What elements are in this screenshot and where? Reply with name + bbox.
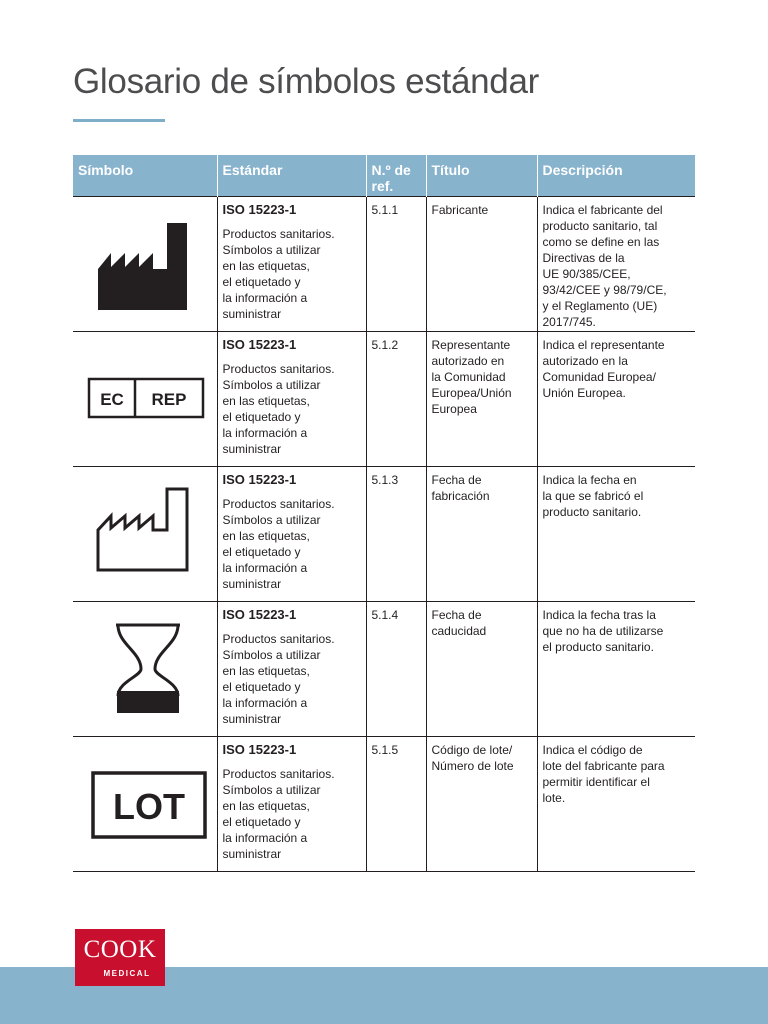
ref-cell: 5.1.5	[366, 736, 426, 871]
header-title: Título	[426, 155, 537, 196]
header-standard: Estándar	[217, 155, 366, 196]
table-row	[73, 331, 695, 466]
symbol-cell	[73, 736, 217, 871]
description-cell	[537, 466, 695, 601]
ref-cell: 5.1.3	[366, 466, 426, 601]
standard-description: Productos sanitarios. Símbolos a utilizar en las etiquetas, el etiquetado y la información a suministrar	[222, 766, 335, 861]
row-description: Indica el fabricante del producto sanitario, tal como se define en las Directivas de la UE 90/385/CEE, 93/42/CEE y 98/79/CE, y el Reglamento (UE) 2017/745.	[542, 202, 667, 329]
standard-description: Productos sanitarios. Símbolos a utilizar en las etiquetas, el etiquetado y la información a suministrar	[222, 361, 335, 456]
title-underline	[73, 119, 165, 122]
ec-label: EC	[100, 389, 124, 409]
standard-cell	[217, 466, 366, 601]
symbols-table	[73, 155, 695, 872]
standard-code: ISO 15223-1	[222, 336, 297, 352]
rep-label: REP	[151, 389, 187, 409]
symbol-cell	[73, 331, 217, 466]
description-cell	[537, 601, 695, 736]
row-title: Fecha de fabricación	[431, 472, 490, 503]
ref-cell: 5.1.1	[366, 196, 426, 331]
standard-cell	[217, 601, 366, 736]
logo-sub-text: MEDICAL	[103, 969, 151, 978]
standard-cell	[217, 736, 366, 871]
page-title: Glosario de símbolos estándar	[73, 62, 539, 101]
standard-code: ISO 15223-1	[222, 606, 297, 622]
ref-cell: 5.1.2	[366, 331, 426, 466]
lot-icon	[73, 737, 217, 872]
logo-main-text: COOK	[83, 936, 157, 963]
symbol-cell	[73, 196, 217, 331]
row-title: Fabricante	[431, 202, 489, 217]
row-description: Indica la fecha tras la que no ha de utilizarse el producto sanitario.	[542, 607, 664, 654]
symbol-cell	[73, 601, 217, 736]
standard-code: ISO 15223-1	[222, 741, 297, 757]
hourglass-icon	[73, 602, 217, 737]
table-row	[73, 466, 695, 601]
standard-description: Productos sanitarios. Símbolos a utilizar en las etiquetas, el etiquetado y la información a suministrar	[222, 226, 335, 321]
standard-description: Productos sanitarios. Símbolos a utilizar en las etiquetas, el etiquetado y la información a suministrar	[222, 631, 335, 726]
title-cell	[426, 466, 537, 601]
row-description: Indica el representante autorizado en la Comunidad Europea/ Unión Europea.	[542, 337, 665, 400]
table-row	[73, 196, 695, 331]
header-ref: N.º de ref.	[366, 155, 426, 196]
date-of-manufacture-icon	[73, 467, 217, 602]
title-cell	[426, 196, 537, 331]
table-row	[73, 601, 695, 736]
description-cell	[537, 196, 695, 331]
header-description: Descripción	[537, 155, 695, 196]
title-cell	[426, 331, 537, 466]
description-cell	[537, 331, 695, 466]
ec-rep-icon	[73, 332, 217, 467]
standard-code: ISO 15223-1	[222, 201, 297, 217]
standard-cell	[217, 331, 366, 466]
standard-code: ISO 15223-1	[222, 471, 297, 487]
row-title: Código de lote/ Número de lote	[431, 742, 514, 773]
cook-medical-logo	[75, 929, 165, 986]
lot-label: LOT	[113, 785, 185, 827]
description-cell	[537, 736, 695, 871]
title-cell	[426, 736, 537, 871]
row-title: Fecha de caducidad	[431, 607, 487, 638]
manufacturer-icon	[73, 197, 217, 332]
standard-cell	[217, 196, 366, 331]
row-description: Indica la fecha en la que se fabricó el producto sanitario.	[542, 472, 644, 519]
row-description: Indica el código de lote del fabricante para permitir identificar el lote.	[542, 742, 665, 805]
table-header-row	[73, 155, 695, 196]
ref-cell: 5.1.4	[366, 601, 426, 736]
symbol-cell	[73, 466, 217, 601]
standard-description: Productos sanitarios. Símbolos a utilizar en las etiquetas, el etiquetado y la información a suministrar	[222, 496, 335, 591]
title-cell	[426, 601, 537, 736]
table-row	[73, 736, 695, 871]
header-symbol: Símbolo	[73, 155, 217, 196]
row-title: Representante autorizado en la Comunidad Europea/Unión Europea	[431, 337, 512, 416]
